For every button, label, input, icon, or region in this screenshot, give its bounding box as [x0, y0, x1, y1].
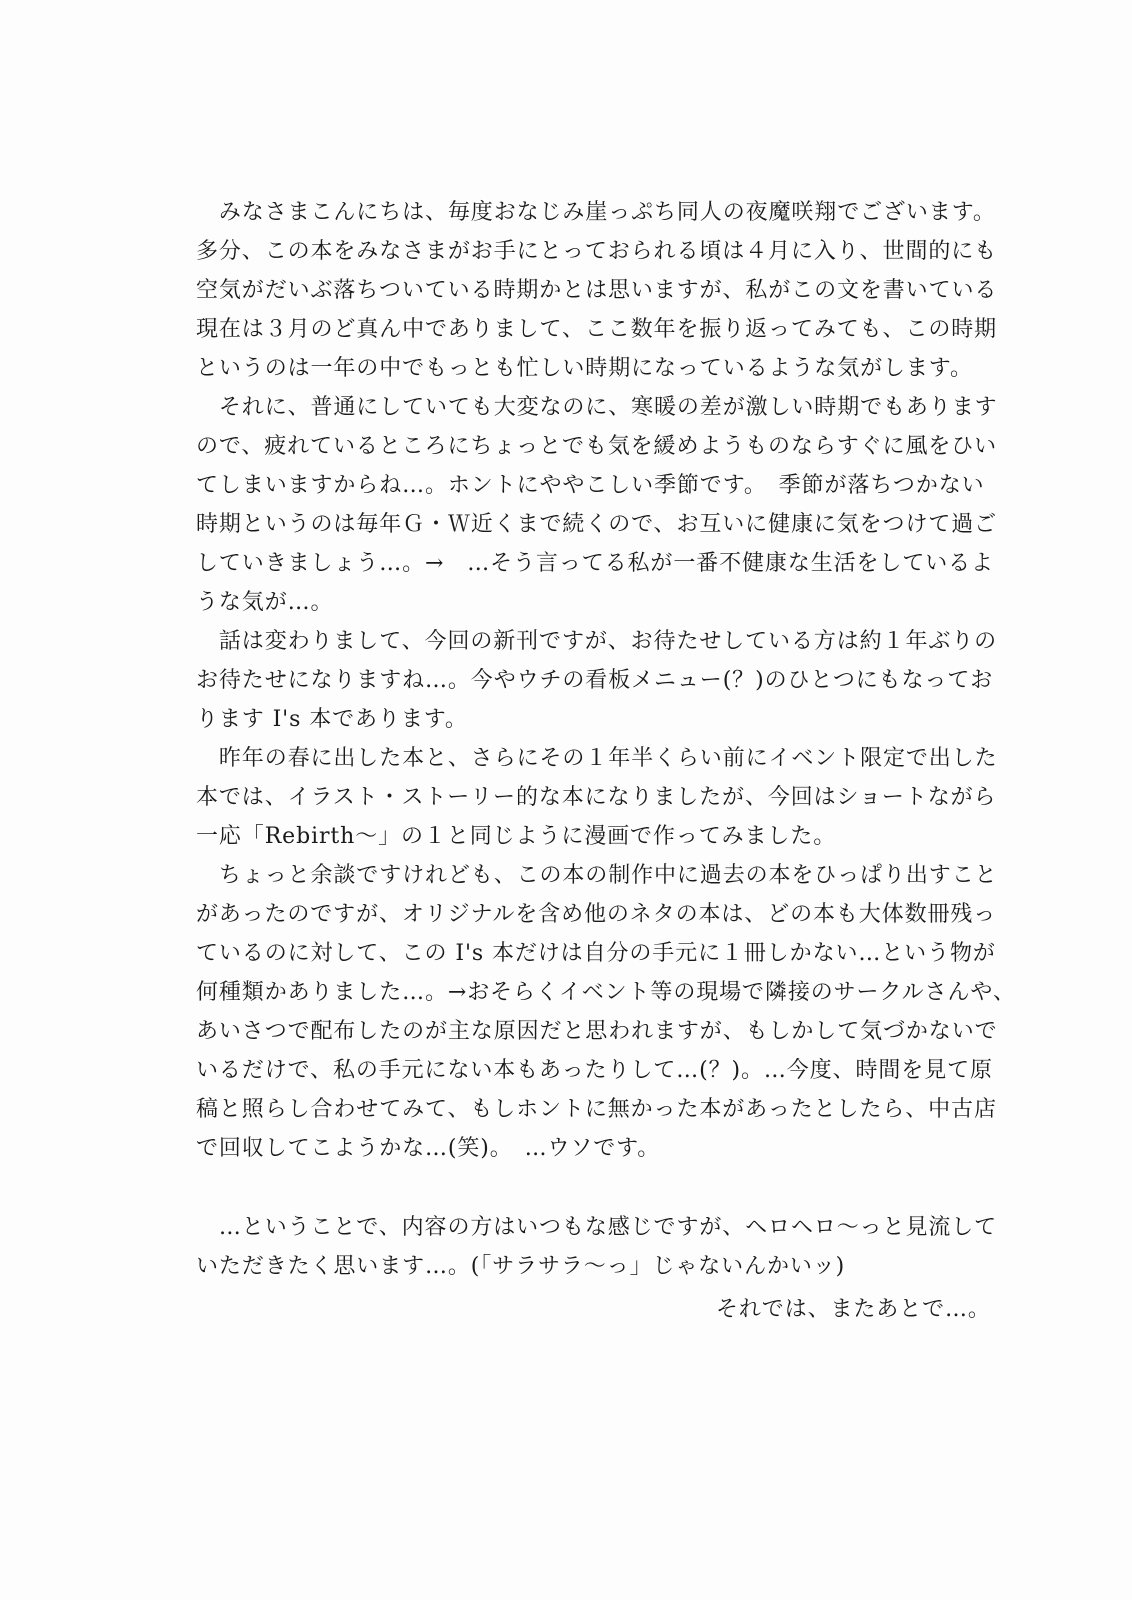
- text-line: 空気がだいぶ落ちついている時期かとは思いますが、私がこの文を書いている: [196, 278, 998, 303]
- text-line: それに、普通にしていても大変なのに、寒暖の差が激しい時期でもあります: [196, 395, 998, 420]
- text-line: いるだけで、私の手元にない本もあったりして…(？)。…今度、時間を見て原: [196, 1058, 993, 1083]
- text-line: 多分、この本をみなさまがお手にとっておられる頃は４月に入り、世間的にも: [196, 239, 998, 264]
- text-line: ているのに対して、この I's 本だけは自分の手元に１冊しかない…という物が: [196, 941, 996, 966]
- text-line: てしまいますからね…。ホントにややこしい季節です。 季節が落ちつかない: [196, 473, 985, 498]
- text-line: お待たせになりますね…。今やウチの看板メニュー(？)のひとつにもなってお: [196, 668, 994, 693]
- text-line: あいさつで配布したのが主な原因だと思われますが、もしかして気づかないで: [196, 1019, 998, 1044]
- text-line: 本では、イラスト・ストーリー的な本になりましたが、今回はショートながら: [196, 785, 997, 810]
- essay-part-2: [196, 1208, 1016, 1286]
- paragraph-gap: [196, 1168, 1016, 1208]
- text-line: いただきたく思います…。(「サラサラ～っ」じゃないんかいッ): [196, 1254, 846, 1279]
- text-line: で回収してこようかな…(笑)。 …ウソです。: [196, 1136, 661, 1161]
- text-line: …ということで、内容の方はいつもな感じですが、ヘロヘロ～っと見流して: [196, 1215, 998, 1240]
- closing-line: それでは、またあとで…。: [716, 1297, 991, 1322]
- text-line: があったのですが、オリジナルを含め他のネタの本は、どの本も大体数冊残っ: [196, 902, 997, 927]
- text-line: ります I's 本であります。: [196, 707, 468, 732]
- text-line: みなさまこんにちは、毎度おなじみ崖っぷち同人の夜魔咲翔でございます。: [196, 200, 996, 225]
- text-line: ので、疲れているところにちょっとでも気を緩めようものならすぐに風をひい: [196, 434, 998, 459]
- text-line: うな気が…。: [196, 590, 334, 615]
- text-line: 稿と照らし合わせてみて、もしホントに無かった本があったとしたら、中古店: [196, 1097, 997, 1122]
- text-line: 一応「Rebirth～」の１と同じように漫画で作ってみました。: [196, 824, 837, 849]
- text-line: 何種類かありました…。→おそらくイベント等の現場で隣接のサークルさんや、: [196, 980, 1016, 1005]
- text-line: 時期というのは毎年Ｇ・Ｗ近くまで続くので、お互いに健康に気をつけて過ご: [196, 512, 998, 537]
- text-line: 昨年の春に出した本と、さらにその１年半くらい前にイベント限定で出した: [196, 746, 998, 771]
- text-line: 話は変わりまして、今回の新刊ですが、お待たせしている方は約１年ぶりの: [196, 629, 998, 654]
- essay-body: [196, 193, 1016, 1286]
- text-line: というのは一年の中でもっとも忙しい時期になっているような気がします。: [196, 356, 973, 381]
- essay-part-1: [196, 193, 1016, 1168]
- text-line: ちょっと余談ですけれども、この本の制作中に過去の本をひっぱり出すこと: [196, 863, 998, 888]
- text-line: していきましょう…。→ …そう言ってる私が一番不健康な生活をしているよ: [196, 551, 994, 576]
- text-line: 現在は３月のど真ん中でありまして、ここ数年を振り返ってみても、この時期: [196, 317, 998, 342]
